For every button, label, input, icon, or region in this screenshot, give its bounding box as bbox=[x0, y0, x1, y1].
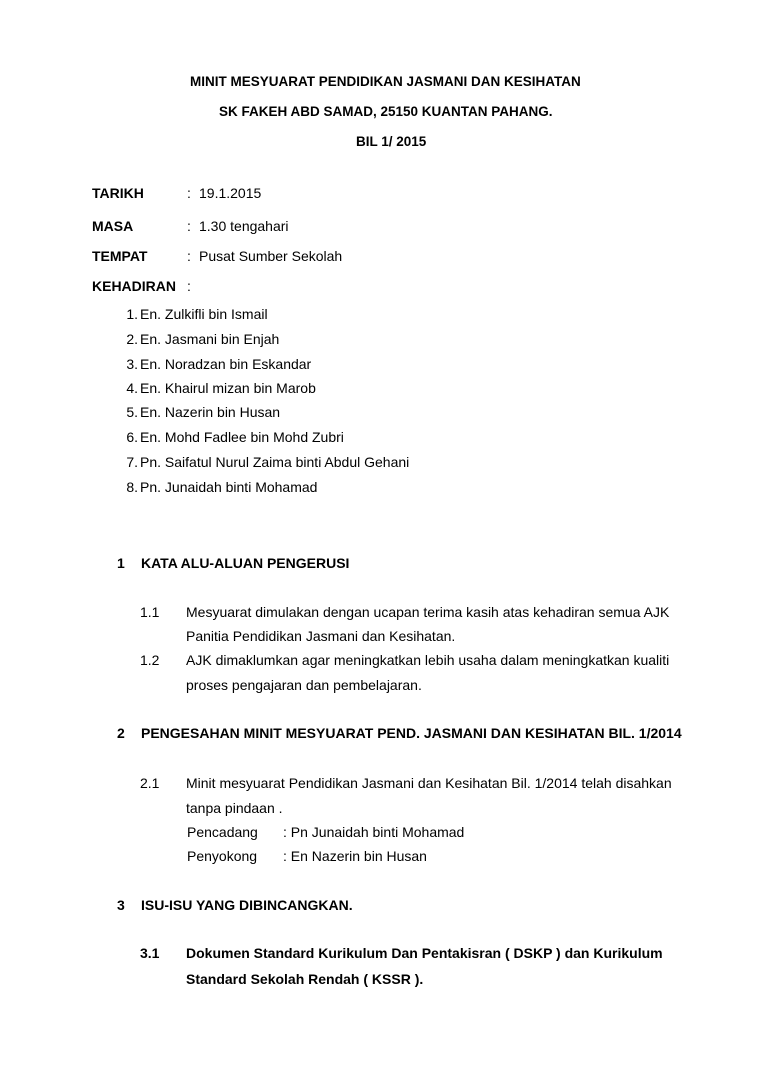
list-item-name: En. Zulkifli bin Ismail bbox=[140, 306, 268, 322]
list-item-name: En. Noradzan bin Eskandar bbox=[140, 356, 312, 372]
list-item-number: 6. bbox=[126, 429, 138, 445]
document-title: MINIT MESYUARAT PENDIDIKAN JASMANI DAN KESIHATAN bbox=[190, 74, 581, 89]
tarikh-label: TARIKH bbox=[92, 185, 144, 201]
masa-colon: : bbox=[187, 218, 191, 234]
meeting-number: BIL 1/ 2015 bbox=[356, 134, 427, 149]
item-text: AJK dimaklumkan agar meningkatkan lebih usaha dalam meningkatkan kualiti bbox=[186, 652, 670, 668]
item-number: 3.1 bbox=[140, 945, 160, 961]
section-number: 2 bbox=[117, 725, 125, 741]
list-item-number: 5. bbox=[126, 404, 138, 420]
item-text: Minit mesyuarat Pendidikan Jasmani dan Kesihatan Bil. 1/2014 telah disahkan bbox=[186, 775, 672, 791]
list-item-name: En. Khairul mizan bin Marob bbox=[140, 380, 316, 396]
tempat-value: Pusat Sumber Sekolah bbox=[199, 248, 343, 264]
item-text: Mesyuarat dimulakan dengan ucapan terima kasih atas kehadiran semua AJK bbox=[186, 604, 670, 620]
penyokong-value: : En Nazerin bin Husan bbox=[283, 848, 427, 864]
item-text: Standard Sekolah Rendah ( KSSR ). bbox=[186, 971, 424, 987]
list-item-name: Pn. Saifatul Nurul Zaima binti Abdul Gehani bbox=[140, 454, 410, 470]
list-item-number: 8. bbox=[126, 479, 138, 495]
item-number: 1.1 bbox=[140, 604, 160, 620]
list-item-number: 1. bbox=[126, 306, 138, 322]
section-title: PENGESAHAN MINIT MESYUARAT PEND. JASMANI DAN KESIHATAN BIL. 1/2014 bbox=[141, 725, 682, 741]
pencadang-value: : Pn Junaidah binti Mohamad bbox=[283, 824, 465, 840]
pencadang-label: Pencadang bbox=[187, 824, 258, 840]
list-item-number: 4. bbox=[126, 380, 138, 396]
tarikh-value: 19.1.2015 bbox=[199, 185, 262, 201]
item-text: tanpa pindaan . bbox=[186, 800, 283, 816]
item-text: Dokumen Standard Kurikulum Dan Pentakisran ( DSKP ) dan Kurikulum bbox=[186, 945, 663, 961]
kehadiran-label: KEHADIRAN bbox=[92, 278, 176, 294]
item-number: 2.1 bbox=[140, 775, 160, 791]
list-item-name: En. Jasmani bin Enjah bbox=[140, 331, 280, 347]
list-item-number: 2. bbox=[126, 331, 138, 347]
item-text: proses pengajaran dan pembelajaran. bbox=[186, 677, 422, 693]
tempat-colon: : bbox=[187, 248, 191, 264]
section-number: 1 bbox=[117, 555, 125, 571]
tempat-label: TEMPAT bbox=[92, 248, 148, 264]
list-item-name: En. Nazerin bin Husan bbox=[140, 404, 281, 420]
section-title: ISU-ISU YANG DIBINCANGKAN. bbox=[141, 897, 353, 913]
masa-value: 1.30 tengahari bbox=[199, 218, 289, 234]
section-title: KATA ALU-ALUAN PENGERUSI bbox=[141, 555, 350, 571]
kehadiran-colon: : bbox=[187, 278, 191, 294]
list-item-name: En. Mohd Fadlee bin Mohd Zubri bbox=[140, 429, 344, 445]
list-item-name: Pn. Junaidah binti Mohamad bbox=[140, 479, 318, 495]
item-text: Panitia Pendidikan Jasmani dan Kesihatan. bbox=[186, 628, 456, 644]
school-name: SK FAKEH ABD SAMAD, 25150 KUANTAN PAHANG. bbox=[219, 104, 553, 119]
tarikh-colon: : bbox=[187, 185, 191, 201]
item-number: 1.2 bbox=[140, 652, 160, 668]
masa-label: MASA bbox=[92, 218, 134, 234]
section-number: 3 bbox=[117, 897, 125, 913]
penyokong-label: Penyokong bbox=[187, 848, 258, 864]
list-item-number: 7. bbox=[126, 454, 138, 470]
list-item-number: 3. bbox=[126, 356, 138, 372]
